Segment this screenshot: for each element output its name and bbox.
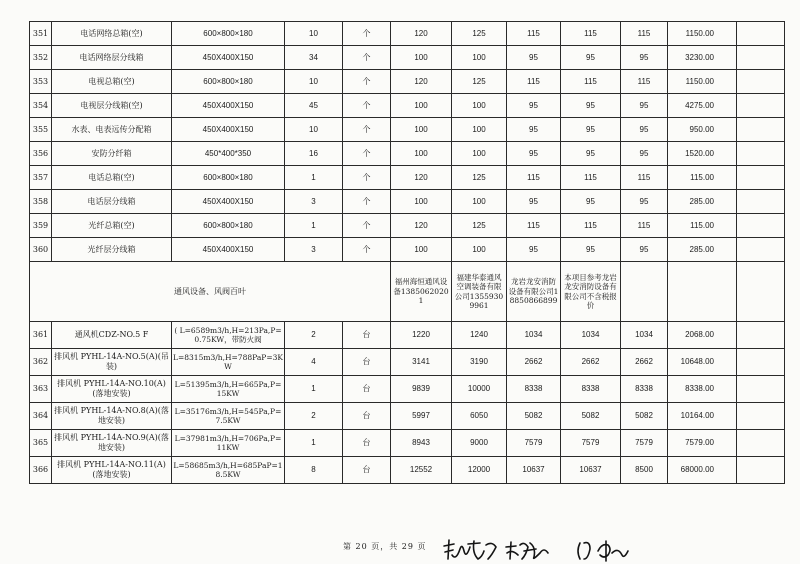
- item-unit: 台: [343, 430, 391, 457]
- item-amount: 285.00: [668, 238, 737, 262]
- row-number: 363: [30, 376, 52, 403]
- item-spec: 600×800×180: [172, 214, 285, 238]
- item-name: 电话总箱(空): [52, 166, 172, 190]
- price-2: 100: [452, 118, 507, 142]
- table-row: [30, 214, 785, 238]
- item-spec: L=37981m3/h,H=706Pa,P=11KW: [172, 430, 285, 457]
- item-name: 排风机 PYHL-14A-NO.8(A)(落地安装): [52, 403, 172, 430]
- amount-header: [668, 262, 737, 322]
- price-2: 1240: [452, 322, 507, 349]
- item-name: 排风机 PYHL-14A-NO.9(A)(落地安装): [52, 430, 172, 457]
- price-5: 115: [621, 214, 668, 238]
- table-row: [30, 46, 785, 70]
- row-number: 366: [30, 457, 52, 484]
- table-row: [30, 457, 785, 484]
- handwritten-signatures: [440, 537, 650, 563]
- price-3: 95: [507, 118, 561, 142]
- price-3: 5082: [507, 403, 561, 430]
- remark-cell: [737, 46, 785, 70]
- price-3: 10637: [507, 457, 561, 484]
- row-number: 359: [30, 214, 52, 238]
- price-1: 120: [391, 70, 452, 94]
- table-row: [30, 430, 785, 457]
- price-1: 12552: [391, 457, 452, 484]
- item-spec: 450X400X150: [172, 238, 285, 262]
- table-row: [30, 118, 785, 142]
- price-5: 115: [621, 22, 668, 46]
- item-name: 排风机 PYHL-14A-NO.11(A)(落地安装): [52, 457, 172, 484]
- price-1: 100: [391, 190, 452, 214]
- price-5: 95: [621, 142, 668, 166]
- item-name: 通风机CDZ-NO.5 F: [52, 322, 172, 349]
- row-number: 353: [30, 70, 52, 94]
- item-qty: 1: [285, 430, 343, 457]
- supplier-4: 本项目参考龙岩龙安消防设备有限公司不含税报价: [561, 262, 621, 322]
- supplier-2: 福建华泰通风空调装备有限公司13559309961: [452, 262, 507, 322]
- item-qty: 4: [285, 349, 343, 376]
- price-3: 7579: [507, 430, 561, 457]
- item-unit: 个: [343, 238, 391, 262]
- price-4: 8338: [561, 376, 621, 403]
- price-table-sheet: [29, 21, 784, 484]
- item-spec: ( L=6589m3/h,H=213Pa,P=0.75KW，带防火阀: [172, 322, 285, 349]
- item-qty: 10: [285, 70, 343, 94]
- price-4: 7579: [561, 430, 621, 457]
- supplier-5: [621, 262, 668, 322]
- price-2: 100: [452, 142, 507, 166]
- price-1: 100: [391, 46, 452, 70]
- item-qty: 2: [285, 322, 343, 349]
- price-1: 120: [391, 214, 452, 238]
- item-name: 排风机 PYHL-14A-NO.5(A)(吊装): [52, 349, 172, 376]
- price-table: [29, 21, 785, 484]
- remark-cell: [737, 430, 785, 457]
- row-number: 360: [30, 238, 52, 262]
- remark-cell: [737, 457, 785, 484]
- table-row: [30, 349, 785, 376]
- price-2: 3190: [452, 349, 507, 376]
- remark-cell: [737, 22, 785, 46]
- item-name: 电话网络总箱(空): [52, 22, 172, 46]
- item-qty: 16: [285, 142, 343, 166]
- item-qty: 2: [285, 403, 343, 430]
- price-1: 120: [391, 22, 452, 46]
- remark-cell: [737, 190, 785, 214]
- price-3: 95: [507, 190, 561, 214]
- item-spec: L=8315m3/h,H=788PaP=3KW: [172, 349, 285, 376]
- row-number: 354: [30, 94, 52, 118]
- price-5: 8338: [621, 376, 668, 403]
- price-4: 95: [561, 142, 621, 166]
- item-spec: L=51395m3/h,H=665Pa,P=15KW: [172, 376, 285, 403]
- price-5: 5082: [621, 403, 668, 430]
- remark-cell: [737, 376, 785, 403]
- item-amount: 1520.00: [668, 142, 737, 166]
- price-4: 95: [561, 238, 621, 262]
- remark-cell: [737, 94, 785, 118]
- price-4: 115: [561, 22, 621, 46]
- item-amount: 115.00: [668, 214, 737, 238]
- price-5: 95: [621, 94, 668, 118]
- price-1: 5997: [391, 403, 452, 430]
- remark-cell: [737, 322, 785, 349]
- table-row: [30, 142, 785, 166]
- page-footer: [0, 537, 800, 564]
- item-qty: 10: [285, 22, 343, 46]
- price-1: 100: [391, 118, 452, 142]
- price-3: 115: [507, 22, 561, 46]
- table-row: [30, 190, 785, 214]
- item-spec: 450X400X150: [172, 118, 285, 142]
- price-2: 100: [452, 46, 507, 70]
- item-qty: 34: [285, 46, 343, 70]
- price-1: 9839: [391, 376, 452, 403]
- table-row: [30, 238, 785, 262]
- item-amount: 115.00: [668, 166, 737, 190]
- price-1: 100: [391, 142, 452, 166]
- row-number: 362: [30, 349, 52, 376]
- price-2: 125: [452, 22, 507, 46]
- price-1: 3141: [391, 349, 452, 376]
- item-name: 水表、电表远传分配箱: [52, 118, 172, 142]
- item-qty: 3: [285, 238, 343, 262]
- table-row: [30, 166, 785, 190]
- page-number: 第 20 页，共 29 页: [343, 542, 427, 551]
- price-4: 95: [561, 118, 621, 142]
- row-number: 365: [30, 430, 52, 457]
- row-number: 356: [30, 142, 52, 166]
- table-row: [30, 22, 785, 46]
- price-5: 95: [621, 118, 668, 142]
- price-3: 95: [507, 94, 561, 118]
- price-2: 100: [452, 238, 507, 262]
- item-unit: 台: [343, 457, 391, 484]
- price-1: 1220: [391, 322, 452, 349]
- price-2: 125: [452, 214, 507, 238]
- item-unit: 台: [343, 349, 391, 376]
- price-3: 95: [507, 142, 561, 166]
- price-4: 2662: [561, 349, 621, 376]
- item-spec: 450X400X150: [172, 94, 285, 118]
- item-name: 光纤总箱(空): [52, 214, 172, 238]
- price-4: 5082: [561, 403, 621, 430]
- price-1: 100: [391, 238, 452, 262]
- price-5: 95: [621, 238, 668, 262]
- price-2: 12000: [452, 457, 507, 484]
- item-spec: 450*400*350: [172, 142, 285, 166]
- price-2: 125: [452, 70, 507, 94]
- item-qty: 3: [285, 190, 343, 214]
- price-4: 95: [561, 94, 621, 118]
- item-amount: 7579.00: [668, 430, 737, 457]
- remark-cell: [737, 403, 785, 430]
- price-3: 1034: [507, 322, 561, 349]
- price-3: 115: [507, 214, 561, 238]
- table-row: [30, 403, 785, 430]
- item-unit: 个: [343, 94, 391, 118]
- row-number: 357: [30, 166, 52, 190]
- item-spec: L=35176m3/h,H=545Pa,P=7.5KW: [172, 403, 285, 430]
- item-qty: 1: [285, 376, 343, 403]
- item-name: 电视总箱(空): [52, 70, 172, 94]
- item-qty: 10: [285, 118, 343, 142]
- item-amount: 68000.00: [668, 457, 737, 484]
- section-header-row: [30, 262, 785, 322]
- row-number: 355: [30, 118, 52, 142]
- price-2: 100: [452, 190, 507, 214]
- table-row: [30, 322, 785, 349]
- price-3: 115: [507, 70, 561, 94]
- price-2: 10000: [452, 376, 507, 403]
- item-amount: 950.00: [668, 118, 737, 142]
- remark-cell: [737, 214, 785, 238]
- price-3: 115: [507, 166, 561, 190]
- price-4: 10637: [561, 457, 621, 484]
- section-title: 通风设备、风阀百叶: [30, 262, 391, 322]
- table-row: [30, 70, 785, 94]
- price-2: 6050: [452, 403, 507, 430]
- item-spec: 600×800×180: [172, 166, 285, 190]
- row-number: 358: [30, 190, 52, 214]
- price-3: 8338: [507, 376, 561, 403]
- item-unit: 个: [343, 22, 391, 46]
- item-amount: 10648.00: [668, 349, 737, 376]
- remark-cell: [737, 142, 785, 166]
- item-amount: 8338.00: [668, 376, 737, 403]
- item-spec: 450X400X150: [172, 46, 285, 70]
- item-unit: 个: [343, 70, 391, 94]
- item-spec: 600×800×180: [172, 22, 285, 46]
- price-4: 115: [561, 70, 621, 94]
- item-unit: 台: [343, 376, 391, 403]
- row-number: 352: [30, 46, 52, 70]
- item-name: 排风机 PYHL-14A-NO.10(A)(落地安装): [52, 376, 172, 403]
- item-amount: 2068.00: [668, 322, 737, 349]
- item-amount: 4275.00: [668, 94, 737, 118]
- row-number: 361: [30, 322, 52, 349]
- item-unit: 个: [343, 214, 391, 238]
- item-spec: L=58685m3/h,H=685PaP=18.5KW: [172, 457, 285, 484]
- item-unit: 个: [343, 118, 391, 142]
- price-4: 95: [561, 190, 621, 214]
- row-number: 351: [30, 22, 52, 46]
- price-5: 115: [621, 70, 668, 94]
- remark-cell: [737, 349, 785, 376]
- item-qty: 1: [285, 214, 343, 238]
- supplier-1: 福州海恒通风设备13850620201: [391, 262, 452, 322]
- item-amount: 1150.00: [668, 70, 737, 94]
- remark-header: [737, 262, 785, 322]
- remark-cell: [737, 70, 785, 94]
- item-name: 电视层分线箱(空): [52, 94, 172, 118]
- price-5: 1034: [621, 322, 668, 349]
- price-3: 95: [507, 238, 561, 262]
- item-qty: 45: [285, 94, 343, 118]
- item-unit: 个: [343, 166, 391, 190]
- item-name: 电话层分线箱: [52, 190, 172, 214]
- table-body: [30, 22, 785, 484]
- item-name: 光纤层分线箱: [52, 238, 172, 262]
- price-5: 95: [621, 190, 668, 214]
- item-qty: 1: [285, 166, 343, 190]
- item-name: 电话网络层分线箱: [52, 46, 172, 70]
- item-unit: 个: [343, 190, 391, 214]
- price-2: 9000: [452, 430, 507, 457]
- price-1: 120: [391, 166, 452, 190]
- item-qty: 8: [285, 457, 343, 484]
- price-2: 100: [452, 94, 507, 118]
- item-amount: 1150.00: [668, 22, 737, 46]
- item-name: 安防分纤箱: [52, 142, 172, 166]
- supplier-3: 龙岩龙安消防设备有限公司18850866899: [507, 262, 561, 322]
- price-5: 115: [621, 166, 668, 190]
- table-row: [30, 376, 785, 403]
- item-amount: 3230.00: [668, 46, 737, 70]
- price-4: 1034: [561, 322, 621, 349]
- remark-cell: [737, 118, 785, 142]
- price-5: 7579: [621, 430, 668, 457]
- item-amount: 10164.00: [668, 403, 737, 430]
- item-spec: 600×800×180: [172, 70, 285, 94]
- price-1: 8943: [391, 430, 452, 457]
- price-4: 115: [561, 166, 621, 190]
- item-spec: 450X400X150: [172, 190, 285, 214]
- price-4: 95: [561, 46, 621, 70]
- price-2: 125: [452, 166, 507, 190]
- price-4: 115: [561, 214, 621, 238]
- item-unit: 台: [343, 403, 391, 430]
- table-row: [30, 94, 785, 118]
- price-3: 95: [507, 46, 561, 70]
- price-5: 95: [621, 46, 668, 70]
- remark-cell: [737, 166, 785, 190]
- price-5: 2662: [621, 349, 668, 376]
- item-amount: 285.00: [668, 190, 737, 214]
- price-5: 8500: [621, 457, 668, 484]
- remark-cell: [737, 238, 785, 262]
- item-unit: 个: [343, 142, 391, 166]
- price-3: 2662: [507, 349, 561, 376]
- row-number: 364: [30, 403, 52, 430]
- price-1: 100: [391, 94, 452, 118]
- item-unit: 个: [343, 46, 391, 70]
- item-unit: 台: [343, 322, 391, 349]
